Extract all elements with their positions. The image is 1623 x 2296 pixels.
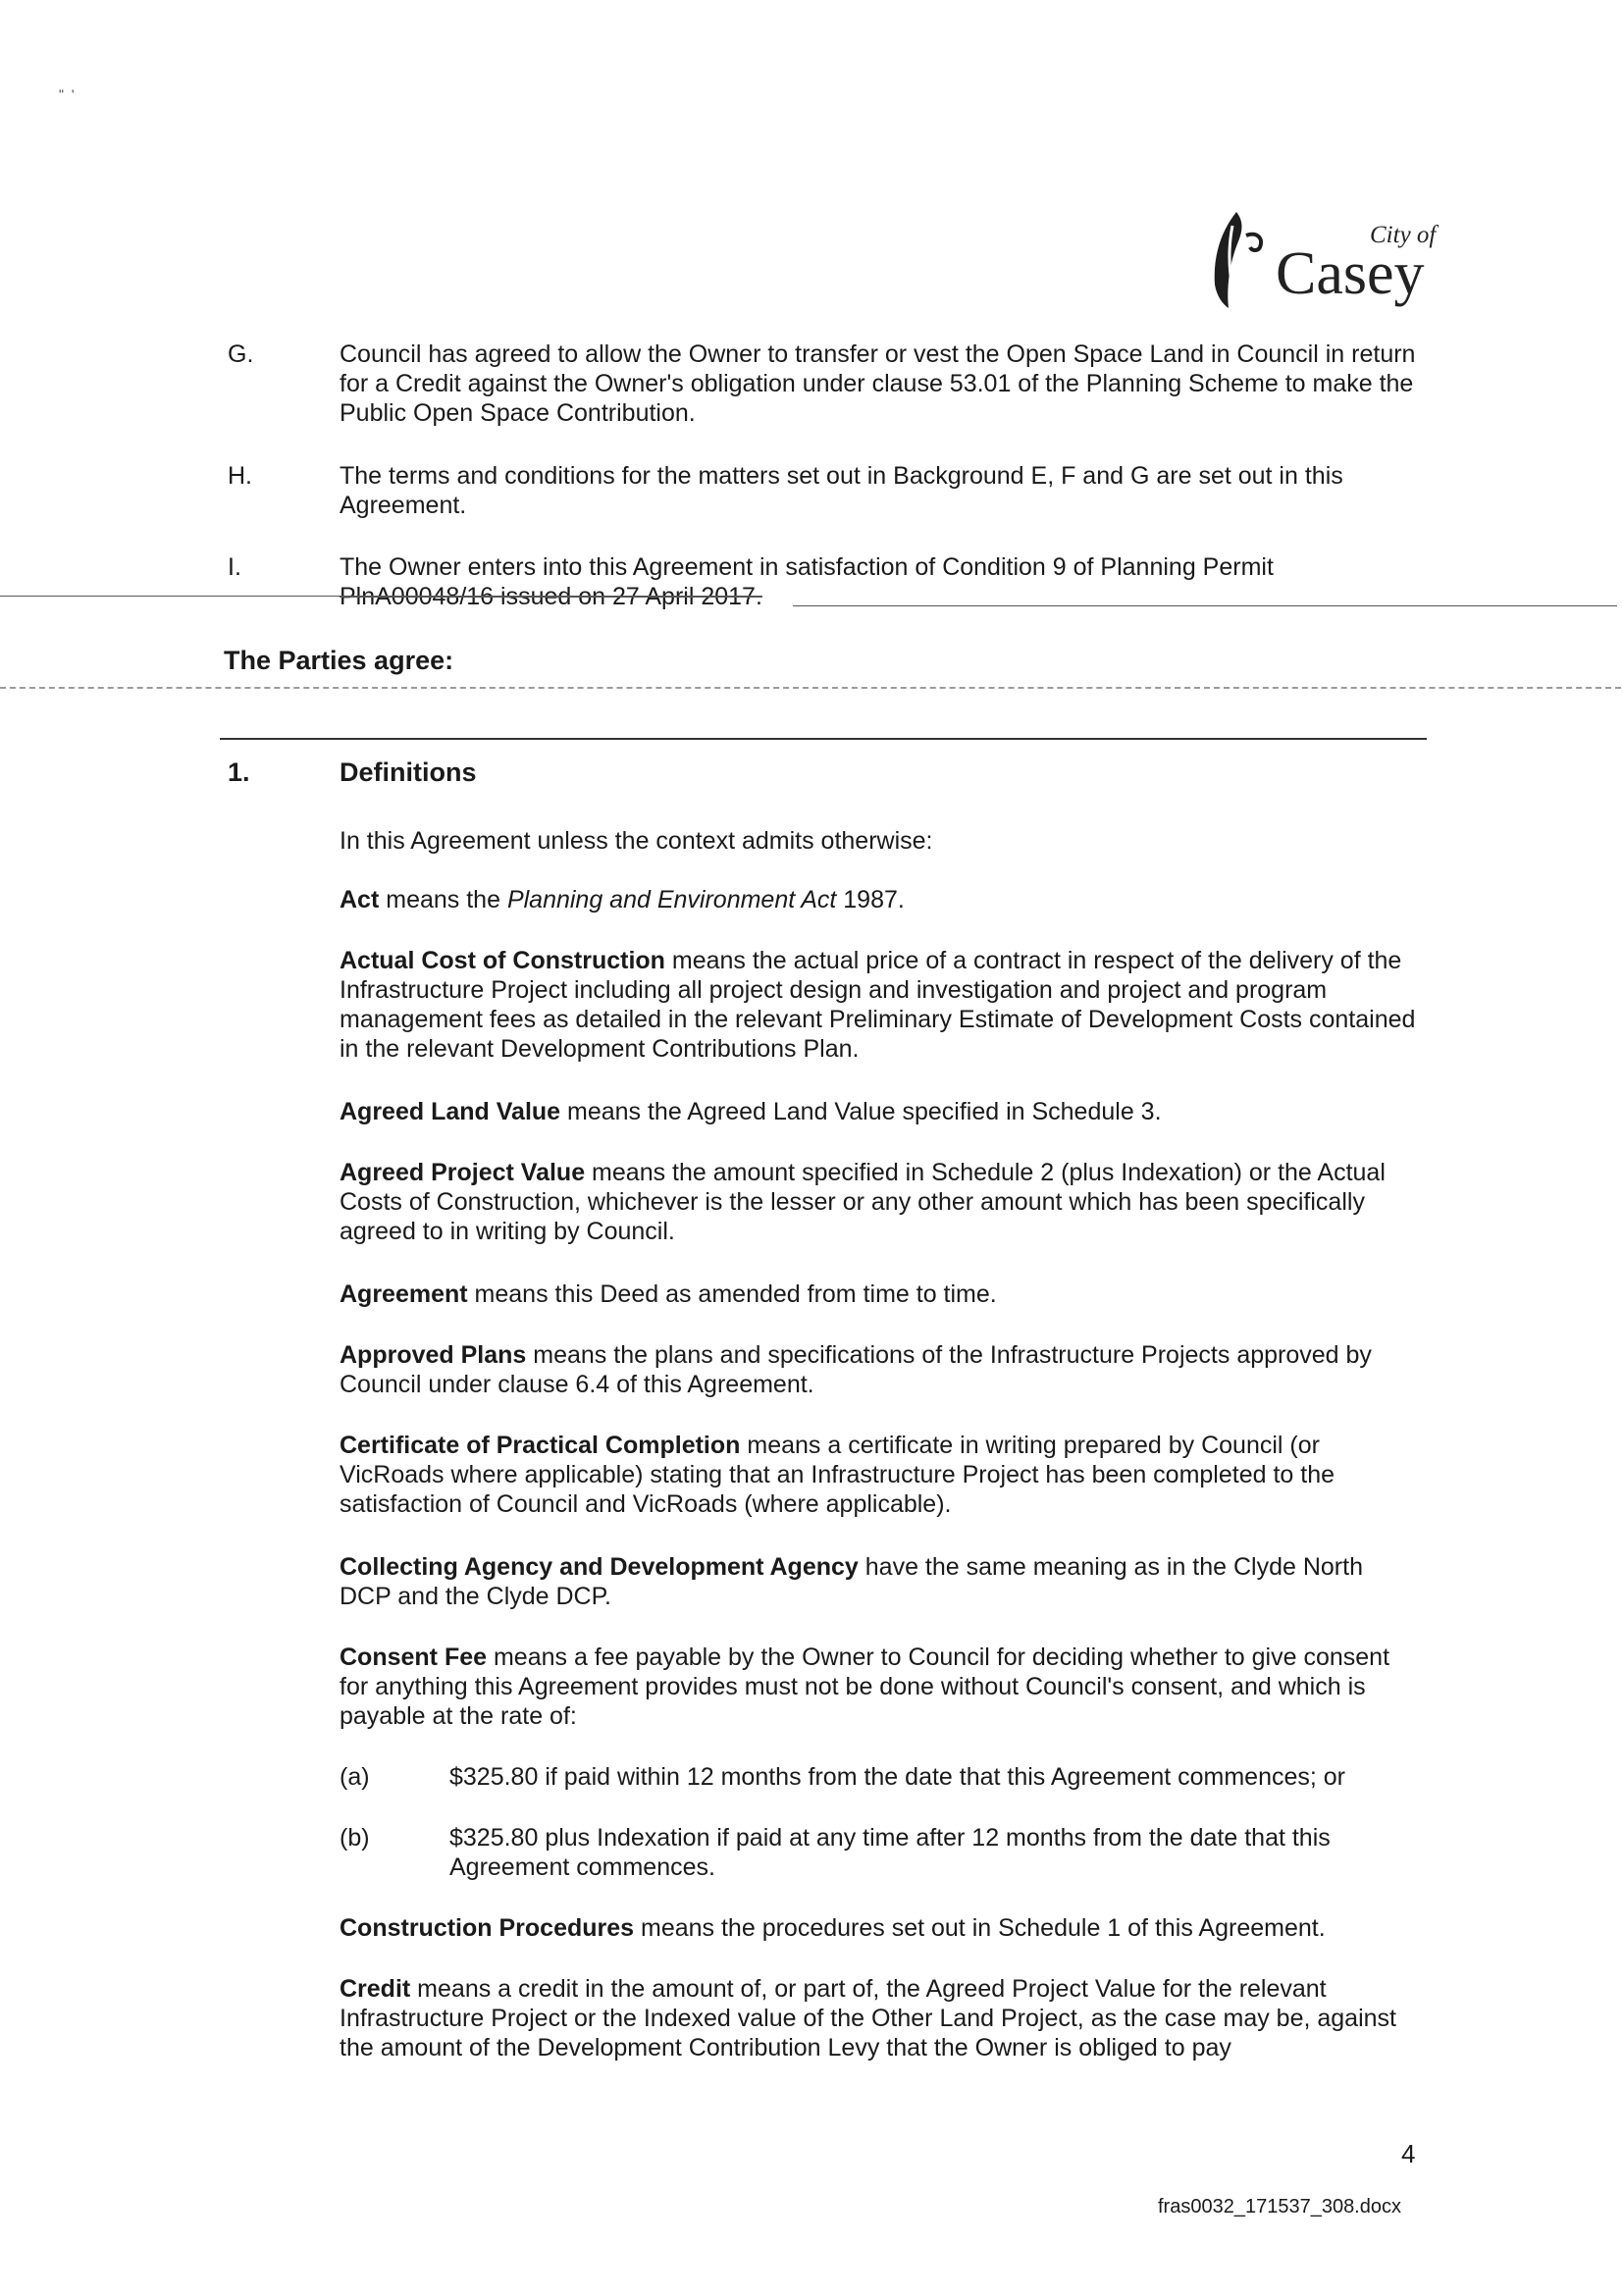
recital-letter-g: G. xyxy=(228,340,254,368)
definition-term: Consent Fee xyxy=(340,1644,488,1671)
definition-text: means this Deed as amended from time to time. xyxy=(467,1280,997,1308)
leaf-emblem-icon xyxy=(1199,206,1278,314)
recital-letter-h: H. xyxy=(228,462,252,490)
definition-certificate xyxy=(340,1431,1419,1519)
definition-text: means a fee payable by the Owner to Council for deciding whether to give consent for anything this Agreement provides must not be done without Council's consent, and which is payable at the rate of: xyxy=(340,1644,1390,1730)
strike-line-right xyxy=(793,605,1617,606)
definition-agreed-land-value xyxy=(340,1097,1419,1126)
act-title: Planning and Environment Act xyxy=(506,886,837,913)
definition-term: Collecting Agency and Development Agency xyxy=(340,1553,859,1581)
definition-term: Certificate of Practical Completion xyxy=(340,1432,741,1459)
definition-construction-procedures xyxy=(340,1913,1419,1943)
list-item-label-b: (b) xyxy=(340,1824,370,1852)
recital-letter-i: I. xyxy=(228,553,241,581)
definition-term: Approved Plans xyxy=(340,1341,527,1369)
definition-text: means the xyxy=(379,886,507,913)
logo-city-text: City of xyxy=(1370,222,1437,248)
list-item-text-b: $325.80 plus Indexation if paid at any time after 12 months from the date that this Agreement commences. xyxy=(449,1824,1331,1881)
recital-text-h: The terms and conditions for the matters set out in Background E, F and G are set out in this Agreement. xyxy=(340,462,1343,519)
definition-text: means the procedures set out in Schedule 1 of this Agreement. xyxy=(634,1914,1326,1942)
logo-casey-text: Casey xyxy=(1276,240,1425,307)
recital-text-g: Council has agreed to allow the Owner to transfer or vest the Open Space Land in Council in return for a Credit against the Owner's obligation under clause 53.01 of the Planning Scheme to make the Public Open Space Contribution. xyxy=(340,340,1416,427)
definition-text: means the amount specified in Schedule 2 (plus Indexation) or the Actual Costs of Construction, whichever is the lesser or any other amount which has been specifically agreed to in writing by Council. xyxy=(340,1159,1386,1245)
list-item-label-a: (a) xyxy=(340,1763,370,1791)
parties-agree-heading: The Parties agree: xyxy=(224,646,454,675)
definition-agreed-project-value xyxy=(340,1158,1419,1246)
recital-text-i-line1: The Owner enters into this Agreement in satisfaction of Condition 9 of Planning Permit xyxy=(340,553,1274,581)
section-title: Definitions xyxy=(340,757,477,787)
definition-term: Credit xyxy=(340,1975,411,2003)
definition-text: means the actual price of a contract in respect of the delivery of the Infrastructure Project including all project design and investigation and project and program management fees as detailed in the relevant Preliminary Estimate of Development Costs contained in the relevant Development Contributions Plan. xyxy=(340,947,1416,1063)
section-divider xyxy=(220,738,1427,740)
definition-term: Actual Cost of Construction xyxy=(340,947,665,974)
document-footer-filename: fras0032_171537_308.docx xyxy=(1158,2196,1401,2218)
definition-term: Agreed Land Value xyxy=(340,1098,561,1125)
definitions-intro: In this Agreement unless the context admits otherwise: xyxy=(340,827,933,855)
dashed-divider xyxy=(0,687,1621,689)
definition-text: means the plans and specifications of the Infrastructure Projects approved by Council under clause 6.4 of this Agreement. xyxy=(340,1341,1372,1398)
section-number: 1. xyxy=(228,757,250,787)
definition-text: have the same meaning as in the Clyde North DCP and the Clyde DCP. xyxy=(340,1553,1363,1610)
recital-text-i-line2: PlnA00048/16 issued on 27 April 2017. xyxy=(340,583,762,610)
definition-term: Agreed Project Value xyxy=(340,1159,586,1186)
definition-consent-fee xyxy=(340,1643,1419,1731)
definition-text: means a certificate in writing prepared by Council (or VicRoads where applicable) stating that an Infrastructure Project has been completed to the satisfaction of Council and VicRoads (where applicable). xyxy=(340,1432,1335,1518)
definition-collecting-agency xyxy=(340,1552,1419,1611)
definition-approved-plans xyxy=(340,1340,1419,1399)
definition-text: means a credit in the amount of, or part of, the Agreed Project Value for the relevant Infrastructure Project or the Indexed value of the Other Land Project, as the case may be, against the amount of the Development Contribution Levy that the Owner is obliged to pay xyxy=(340,1975,1396,2061)
definition-agreement xyxy=(340,1279,1419,1309)
definition-term: Act xyxy=(340,886,380,913)
definition-term: Construction Procedures xyxy=(340,1914,635,1942)
definition-term: Agreement xyxy=(340,1280,468,1308)
definition-credit xyxy=(340,1974,1419,2062)
definition-act xyxy=(340,885,1419,914)
page-number: 4 xyxy=(1401,2139,1416,2168)
strike-line-left xyxy=(0,596,340,597)
definition-text: means the Agreed Land Value specified in Schedule 3. xyxy=(560,1098,1162,1125)
scan-specks: " ' xyxy=(59,86,77,102)
definition-actual-cost xyxy=(340,946,1419,1064)
definition-text: 1987. xyxy=(836,886,905,913)
list-item-text-a: $325.80 if paid within 12 months from the date that this Agreement commences; or xyxy=(449,1763,1346,1791)
